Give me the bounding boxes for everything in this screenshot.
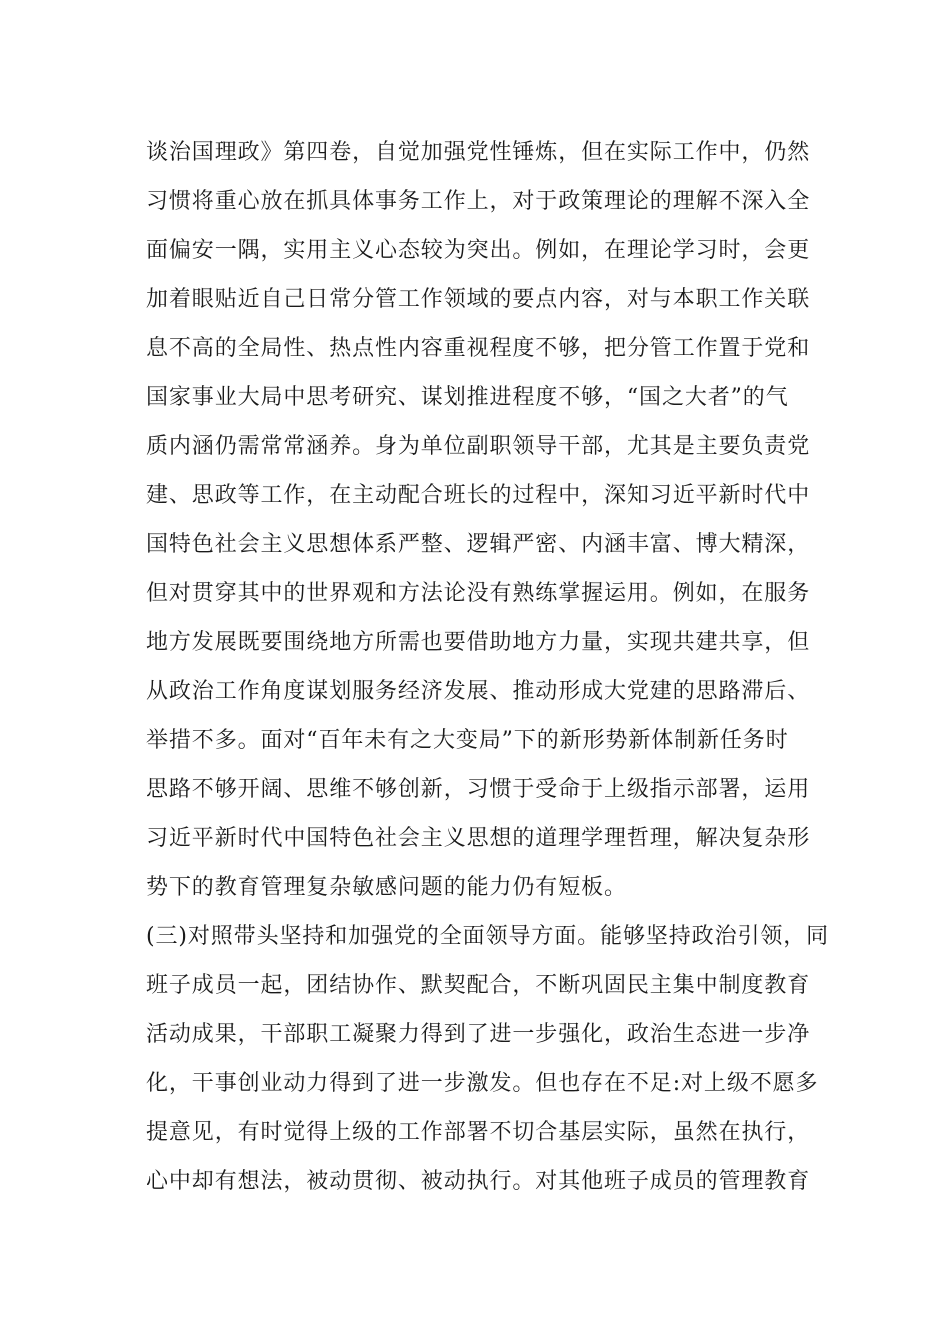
text-line: 心中却有想法，被动贯彻、被动执行。对其他班子成员的管理教育 [146,1169,811,1194]
text-line: 势下的教育管理复杂敏感问题的能力仍有短板。 [146,875,627,900]
text-line: 息不高的全局性、热点性内容重视程度不够，把分管工作置于党和 [146,336,811,361]
text-line: 但对贯穿其中的世界观和方法论没有熟练掌握运用。例如，在服务 [146,581,811,606]
text-line: 举措不多。面对“百年未有之大变局”下的新形势新体制新任务时 [146,728,789,753]
text-line: 面偏安一隅，实用主义心态较为突出。例如，在理论学习时，会更 [146,238,811,263]
text-line: 地方发展既要围绕地方所需也要借助地方力量，实现共建共享，但 [146,630,811,655]
text-line: 建、思政等工作，在主动配合班长的过程中，深知习近平新时代中 [146,483,811,508]
text-line: 班子成员一起，团结协作、默契配合，不断巩固民主集中制度教育 [146,973,811,998]
section-heading-line: (三)对照带头坚持和加强党的全面领导方面。能够坚持政治引领，同 [146,924,830,949]
text-line: 加着眼贴近自己日常分管工作领域的要点内容，对与本职工作关联 [146,287,811,312]
body-text [146,128,830,1206]
text-line: 国特色社会主义思想体系严整、逻辑严密、内涵丰富、博大精深， [146,532,811,557]
text-line: 国家事业大局中思考研究、谋划推进程度不够，“国之大者”的气 [146,385,789,410]
text-line: 质内涵仍需常常涵养。身为单位副职领导干部，尤其是主要负责党 [146,434,811,459]
text-line: 活动成果，干部职工凝聚力得到了进一步强化，政治生态进一步净 [146,1022,811,1047]
text-line: 提意见，有时觉得上级的工作部署不切合基层实际，虽然在执行， [146,1120,811,1145]
text-line: 化，干事创业动力得到了进一步激发。但也存在不足:对上级不愿多 [146,1071,819,1096]
text-line: 谈治国理政》第四卷，自觉加强党性锤炼，但在实际工作中，仍然 [146,140,811,165]
text-line: 习惯将重心放在抓具体事务工作上，对于政策理论的理解不深入全 [146,189,811,214]
text-line: 习近平新时代中国特色社会主义思想的道理学理哲理，解决复杂形 [146,826,811,851]
text-line: 从政治工作角度谋划服务经济发展、推动形成大党建的思路滞后、 [146,679,811,704]
text-line: 思路不够开阔、思维不够创新，习惯于受命于上级指示部署，运用 [146,777,811,802]
